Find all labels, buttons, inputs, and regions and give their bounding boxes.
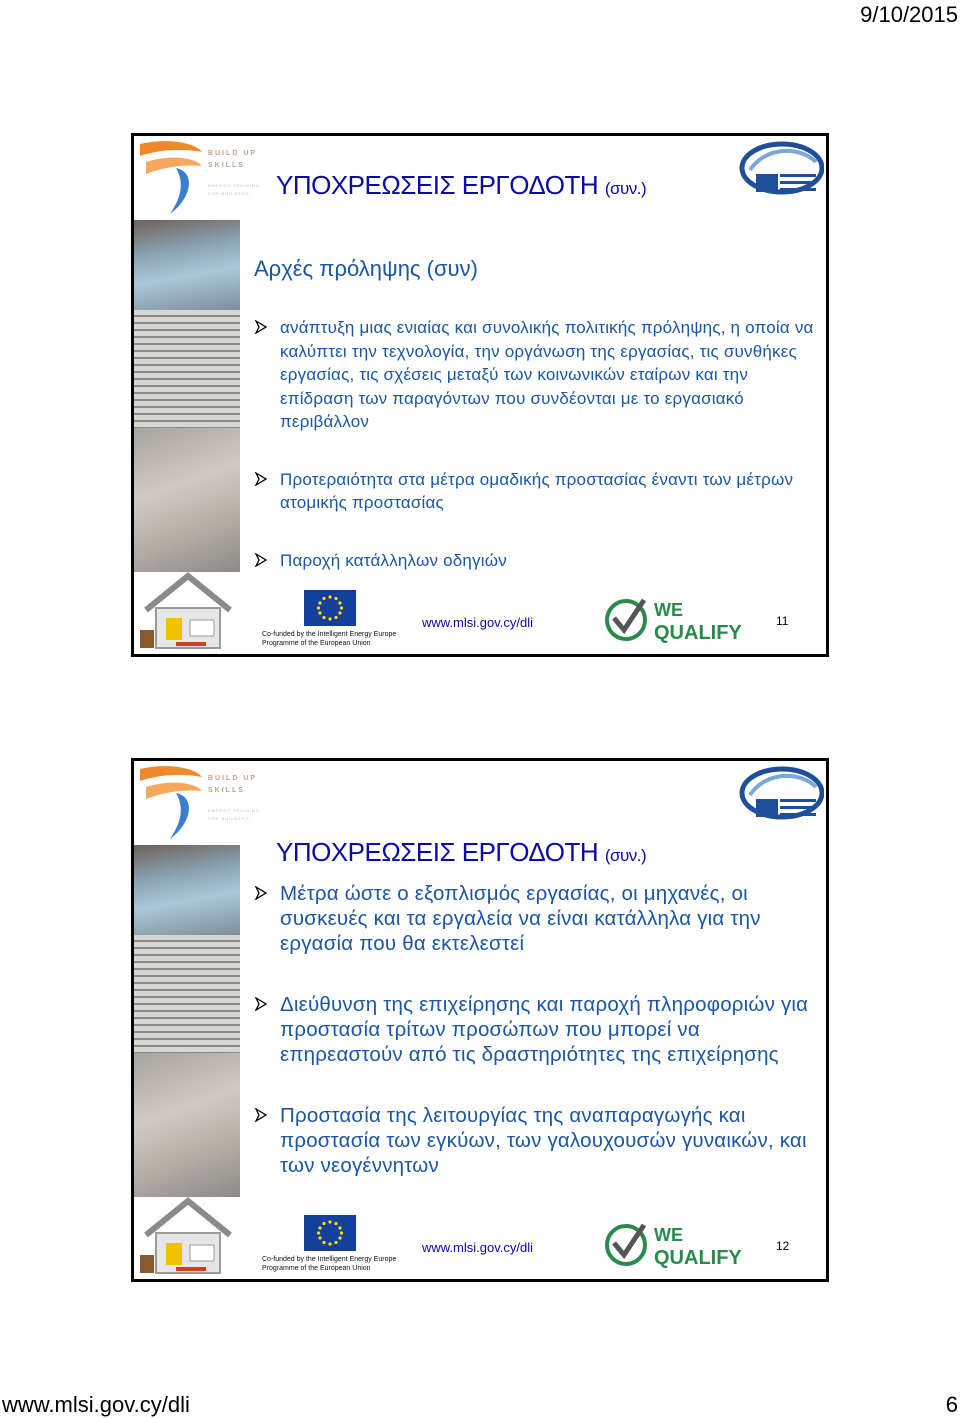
build-up-skills-logo (136, 138, 264, 218)
bullet-text: ανάπτυξη μιας ενιαίας και συνολικής πολιτικής πρόληψης, η οποία να καλύπτει την τεχνολογία, την οργάνωση της εργασίας, τις συνθήκες εργασίας, τις σχέσεις μεταξύ των κοινωνικών εταίρων και την επίδραση των παραγόντων που συνδέονται με το εργασιακό περιβάλλον (280, 318, 814, 431)
slide-number: 12 (776, 1239, 790, 1253)
photo-worker-floor (134, 845, 240, 935)
house-icon (136, 570, 240, 652)
list-item (254, 468, 824, 515)
eu-caption-line2: Programme of the European Union (262, 1265, 371, 1272)
photo-plastering (134, 1053, 240, 1197)
bullet-list (254, 881, 824, 1214)
build-up-swoosh-icon (136, 138, 208, 218)
bullet-text: Διεύθυνση της επιχείρησης και παροχή πληροφοριών για προστασία τρίτων προσώπων που μπορεί να επηρεαστούν από τις δραστηριότητες της επιχείρησης (280, 993, 809, 1066)
bullet-list (254, 316, 824, 606)
logo-line-for-builders: FOR BUILDERS (208, 816, 250, 821)
slide-title (276, 170, 646, 201)
logo-line-for-builders: FOR BUILDERS (208, 191, 250, 196)
slide-title (276, 837, 646, 868)
arrow-bullet-icon (254, 320, 268, 334)
we-qualify-line1: WE (654, 1225, 683, 1245)
arrow-bullet-icon (254, 997, 268, 1011)
slide-title-suffix: (συν.) (604, 846, 647, 865)
we-qualify-line2: QUALIFY (654, 1247, 742, 1269)
we-qualify-logo (604, 1221, 754, 1269)
organization-logo-icon (736, 140, 824, 206)
eu-cofunding-caption (262, 1255, 396, 1273)
list-item (254, 881, 824, 956)
we-qualify-line1: WE (654, 600, 683, 620)
photo-shutters (134, 310, 240, 428)
page-footer-url: www.mlsi.gov.cy/dli (2, 1392, 190, 1417)
slide-subtitle: Αρχές πρόληψης (συν) (254, 256, 478, 281)
slide-url: www.mlsi.gov.cy/dli (422, 615, 534, 630)
logo-line-build-up: BUILD UP (208, 775, 258, 782)
we-qualify-line2: QUALIFY (654, 622, 742, 644)
logo-line-energy-training: ENERGY TRAINING (208, 808, 260, 813)
arrow-bullet-icon (254, 886, 268, 900)
eu-caption-line2: Programme of the European Union (262, 640, 371, 647)
logo-line-skills: SKILLS (208, 787, 245, 794)
page-number: 6 (945, 1392, 958, 1417)
photo-worker-floor (134, 220, 240, 310)
arrow-bullet-icon (254, 1108, 268, 1122)
bullet-text: Προστασία της λειτουργίας της αναπαραγωγής και προστασία των εγκύων, των γαλουχουσών γυναικών, και των νεογέννητων (280, 1104, 807, 1177)
arrow-bullet-icon (254, 472, 268, 486)
page-date: 9/10/2015 (860, 2, 958, 27)
eu-caption-line1: Co-funded by the Intelligent Energy Europe (262, 631, 397, 638)
list-item (254, 316, 824, 434)
build-up-skills-logo (136, 763, 264, 843)
build-up-swoosh-icon (136, 763, 208, 843)
bullet-text: Παροχή κατάλληλων οδηγιών (280, 550, 507, 570)
photo-shutters (134, 935, 240, 1053)
slide-title-text: ΥΠΟΧΡΕΩΣΕΙΣ ΕΡΓΟΔΟΤΗ (276, 837, 599, 867)
we-qualify-logo (604, 596, 754, 644)
list-item (254, 549, 824, 573)
slide-12 (131, 758, 829, 1282)
slide-number: 11 (776, 614, 789, 628)
organization-logo-icon (736, 765, 824, 831)
list-item (254, 1103, 824, 1178)
arrow-bullet-icon (254, 553, 268, 567)
slide-title-text: ΥΠΟΧΡΕΩΣΕΙΣ ΕΡΓΟΔΟΤΗ (276, 170, 599, 200)
slide-title-suffix: (συν.) (604, 179, 647, 198)
logo-line-skills: SKILLS (208, 162, 245, 169)
eu-flag-icon (304, 1215, 356, 1251)
eu-flag-icon (304, 590, 356, 626)
photo-strip (134, 220, 240, 572)
bullet-text: Προτεραιότητα στα μέτρα ομαδικής προστασίας έναντι των μέτρων ατομικής προστασίας (280, 469, 794, 512)
photo-plastering (134, 428, 240, 572)
slide-url: www.mlsi.gov.cy/dli (422, 1240, 534, 1255)
list-item (254, 992, 824, 1067)
eu-caption-line1: Co-funded by the Intelligent Energy Europe (262, 1256, 397, 1263)
logo-line-build-up: BUILD UP (208, 150, 258, 157)
bullet-text: Μέτρα ώστε ο εξοπλισμός εργασίας, οι μηχανές, οι συσκευές και τα εργαλεία να είναι κατάλληλα για την εργασία που θα εκτελεστεί (280, 882, 761, 955)
eu-cofunding-caption (262, 630, 396, 648)
slide-11 (131, 133, 829, 657)
house-icon (136, 1195, 240, 1277)
photo-strip (134, 845, 240, 1197)
logo-line-energy-training: ENERGY TRAINING (208, 183, 260, 188)
